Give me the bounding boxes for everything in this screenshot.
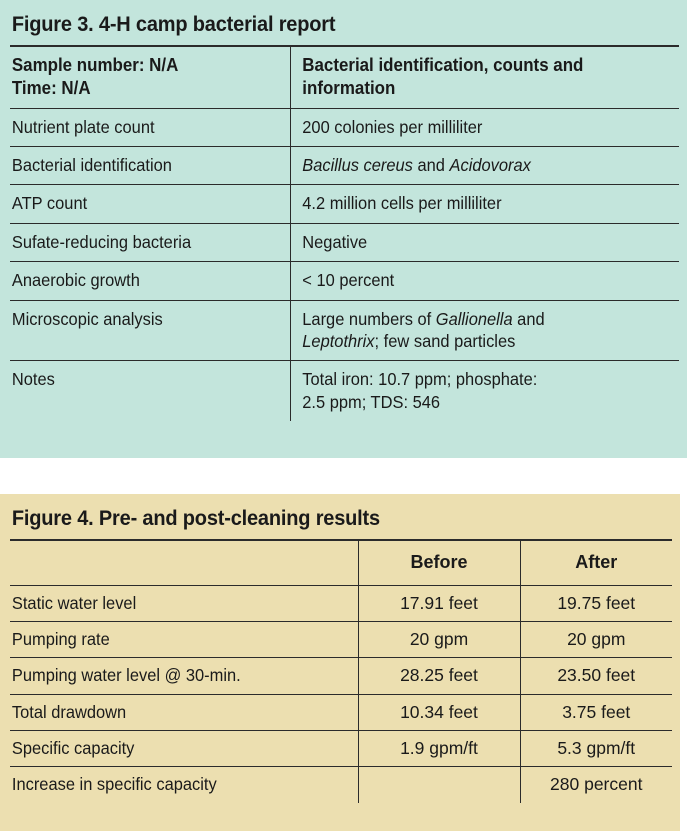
figure4-row4-after-cell [520, 731, 672, 767]
bacterial-info-label-line2: information [301, 77, 395, 98]
figure3-row5-label-cell [10, 300, 290, 361]
figure4-row1-before-cell [358, 621, 520, 657]
table-row [10, 731, 672, 767]
figure4-header-blank-cell [10, 540, 358, 586]
figure4-row0-label: Static water level [11, 592, 137, 613]
figure3-row6-label: Notes [11, 369, 55, 390]
figure4-header-blank [10, 541, 337, 562]
table-row [10, 262, 679, 300]
figure3-header-left [10, 47, 273, 108]
figure4-title: Figure 4. Pre- and post-cleaning results [11, 506, 380, 530]
figure4-row2-after-cell [520, 658, 672, 694]
figure4-row2-before: 28.25 feet [400, 665, 478, 686]
figure3-header-row [10, 46, 679, 109]
figure4-row4-before-cell [358, 731, 520, 767]
figure4-row2-label: Pumping water level @ 30-min. [11, 665, 241, 686]
figure4-row5-before [359, 767, 520, 780]
figure3-row3-label: Sufate-reducing bacteria [11, 231, 192, 252]
figure4-row4-before: 1.9 gpm/ft [400, 738, 478, 759]
table-row [10, 621, 672, 657]
figure3-row1-italic2: Acidovorax [449, 154, 531, 175]
figure4-row4-label: Specific capacity [11, 738, 135, 759]
figure4-row3-label: Total drawdown [11, 701, 127, 722]
figure3-row5-italic1: Gallionella [435, 308, 513, 329]
table-row [10, 361, 679, 421]
figure3-header-right [291, 47, 656, 108]
figure4-row4-label-cell [10, 731, 358, 767]
figure4-row5-after: 280 percent [550, 774, 643, 795]
figure4-row0-after: 19.75 feet [557, 592, 636, 613]
figure4-panel [0, 494, 680, 831]
figure3-row1-italic1: Bacillus cereus [301, 154, 413, 175]
figure3-row6-line2: 2.5 ppm; TDS: 546 [301, 391, 440, 412]
figure3-row6-line1: Total iron: 10.7 ppm; phosphate: [301, 369, 537, 390]
figure3-row5-label: Microscopic analysis [11, 308, 163, 329]
figure3-row2-value: 4.2 million cells per milliliter [301, 193, 502, 214]
table-row [10, 223, 679, 261]
table-row [10, 658, 672, 694]
figure3-row2-value-cell [290, 185, 679, 223]
figure4-row3-after-cell [520, 694, 672, 730]
figure4-row0-after-cell [520, 585, 672, 621]
figure4-header-after-cell [520, 540, 672, 586]
figure4-header-before-cell [358, 540, 520, 586]
figure3-table [10, 45, 679, 422]
figure3-row4-label: Anaerobic growth [11, 270, 140, 291]
figure4-row3-before-cell [358, 694, 520, 730]
figure4-row5-label-cell [10, 767, 358, 803]
figure3-row0-value-cell [290, 108, 679, 146]
figure3-row2-label-cell [10, 185, 290, 223]
figure3-row5-pre: Large numbers of [301, 308, 436, 329]
figure4-row1-after-cell [520, 621, 672, 657]
figure4-header-row [10, 540, 672, 586]
figure3-row4-value: < 10 percent [301, 270, 394, 291]
figure3-row1-value-cell [290, 146, 679, 184]
table-row [10, 108, 679, 146]
figure3-row2-label: ATP count [11, 193, 88, 214]
figure3-row4-label-cell [10, 262, 290, 300]
figure3-title: Figure 3. 4-H camp bacterial report [11, 12, 336, 36]
figure3-row5-value [291, 301, 656, 361]
figure4-row2-before-cell [358, 658, 520, 694]
figure3-header-right-cell [290, 46, 679, 109]
sample-number-label: Sample number: N/A [11, 54, 179, 75]
table-row [10, 146, 679, 184]
figure3-row5-italic2: Leptothrix [301, 330, 375, 351]
figure3-row0-label: Nutrient plate count [11, 116, 155, 137]
figure3-row5-value-cell [290, 300, 679, 361]
figure4-row2-after: 23.50 feet [557, 665, 636, 686]
figure3-row1-value [291, 147, 656, 184]
figure4-row1-after: 20 gpm [567, 628, 626, 649]
figure3-row0-label-cell [10, 108, 290, 146]
figure3-row1-label: Bacterial identification [11, 154, 172, 175]
figure4-row1-label: Pumping rate [11, 628, 110, 649]
figure3-header-left-cell [10, 46, 290, 109]
figure3-row3-value: Negative [301, 231, 367, 252]
figure3-row6-label-cell [10, 361, 290, 421]
figure4-row3-label-cell [10, 694, 358, 730]
figure3-row5-post: ; few sand particles [374, 330, 515, 351]
figure3-row3-value-cell [290, 223, 679, 261]
figure3-row3-label-cell [10, 223, 290, 261]
figure4-row2-label-cell [10, 658, 358, 694]
figure4-row3-after: 3.75 feet [562, 701, 631, 722]
table-row [10, 585, 672, 621]
figure3-row6-value [291, 361, 656, 421]
table-row [10, 694, 672, 730]
figure3-row1-mid: and [412, 154, 450, 175]
figure3-row4-value-cell [290, 262, 679, 300]
table-row [10, 185, 679, 223]
figure4-row1-label-cell [10, 621, 358, 657]
figure4-row5-before-cell [358, 767, 520, 803]
time-label: Time: N/A [11, 77, 91, 98]
figure3-row5-line2 [302, 330, 652, 352]
figure4-table [10, 539, 672, 803]
table-row [10, 300, 679, 361]
figure4-row3-before: 10.34 feet [400, 701, 478, 722]
figure4-header-after: After [575, 551, 618, 572]
figure4-row0-before-cell [358, 585, 520, 621]
figure3-row1-label-cell [10, 146, 290, 184]
figure3-row5-line1 [302, 308, 652, 330]
figure3-row0-value: 200 colonies per milliliter [301, 116, 482, 137]
figure3-row5-mid: and [512, 308, 545, 329]
figure4-row1-before: 20 gpm [409, 628, 469, 649]
figure3-row6-value-cell [290, 361, 679, 421]
figure4-row4-after: 5.3 gpm/ft [557, 738, 636, 759]
figure4-row0-before: 17.91 feet [400, 592, 478, 613]
table-row [10, 767, 672, 803]
bacterial-info-label-line1: Bacterial identification, counts and [301, 54, 583, 75]
figure4-row5-label: Increase in specific capacity [11, 774, 217, 795]
figure4-row0-label-cell [10, 585, 358, 621]
figure4-row5-after-cell [520, 767, 672, 803]
figure4-header-before: Before [410, 551, 468, 572]
